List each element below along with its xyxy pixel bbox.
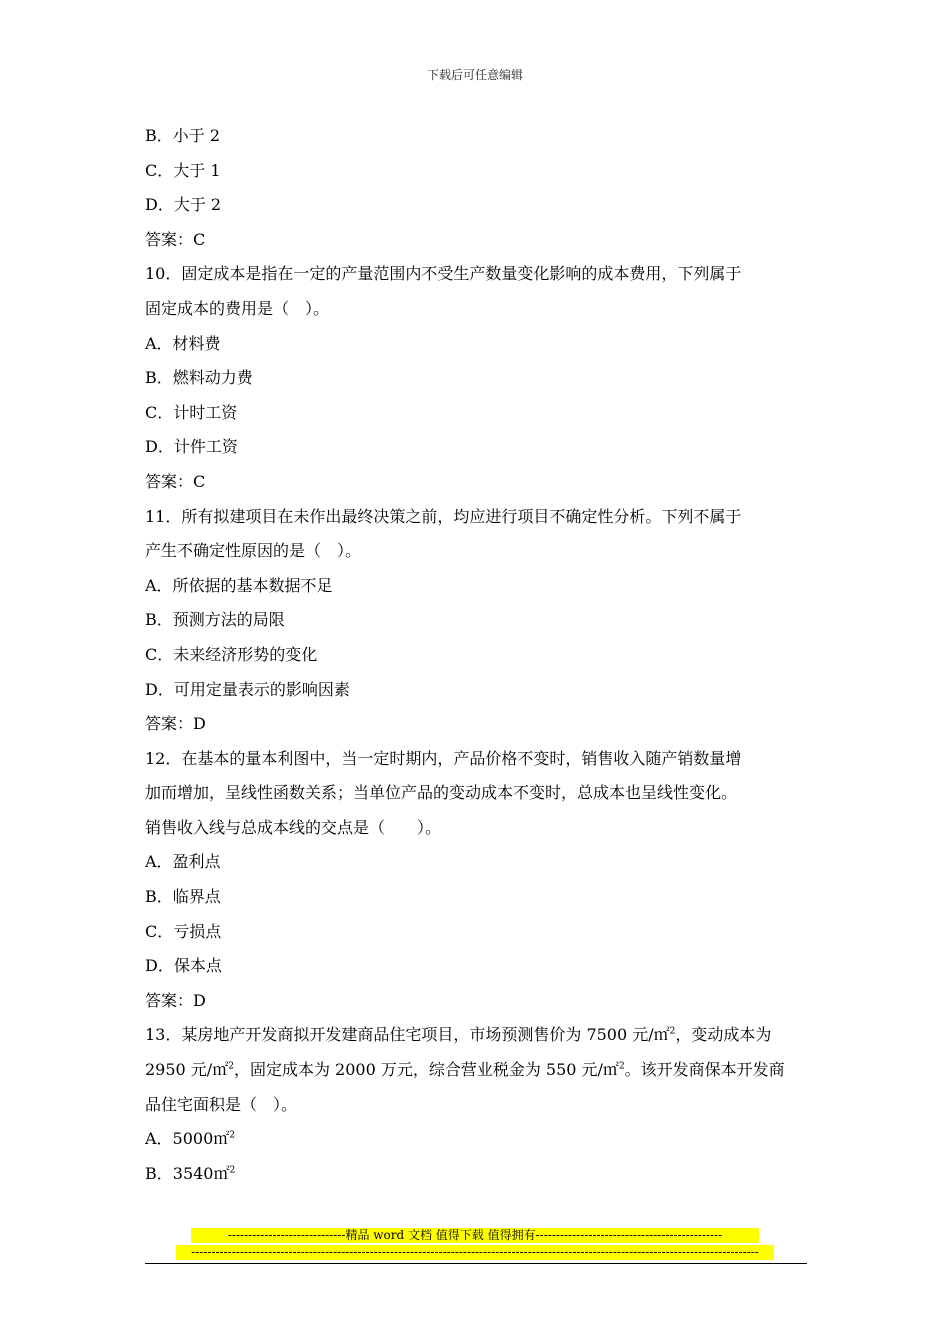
footer-banner <box>0 1228 950 1260</box>
header-note: 下载后可任意编辑 <box>426 68 523 82</box>
q11-option-b: B．预测方法的局限 <box>145 610 285 630</box>
q10-option-a: A．材料费 <box>145 333 221 353</box>
q10-stem-line-2: 固定成本的费用是（ ）。 <box>145 298 330 318</box>
q11-stem-line-1: 11．所有拟建项目在未作出最终决策之前，均应进行项目不确定性分析。下列不属于 <box>145 506 742 526</box>
q13-stem-2c: 。该开发商保本开发商 <box>624 1060 785 1080</box>
q13-stem-1a: 13．某房地产开发商拟开发建商品住宅项目，市场预测售价为 7500 元/㎡ <box>145 1025 670 1045</box>
q13-option-b-text: B．3540㎡ <box>145 1163 230 1183</box>
q9-option-b: B．小于 2 <box>145 126 221 145</box>
q13-stem-2b: ，固定成本为 2000 万元，综合营业税金为 550 元/㎡ <box>233 1060 619 1080</box>
q12-option-d: D．保本点 <box>145 956 222 976</box>
q13-stem-2a: 2950 元/㎡ <box>145 1060 229 1080</box>
q10-stem-line-1: 10．固定成本是指在一定的产量范围内不受生产数量变化影响的成本费用，下列属于 <box>145 264 742 284</box>
footer-divider <box>145 1263 807 1264</box>
q12-option-c: C．亏损点 <box>145 921 222 941</box>
q12-stem-line-1: 12．在基本的量本利图中，当一定时期内，产品价格不变时，销售收入随产销数量增 <box>145 748 742 768</box>
q13-stem-line-2 <box>145 1053 807 1088</box>
q11-option-a: A．所依据的基本数据不足 <box>145 575 333 595</box>
q11-option-d: D．可用定量表示的影响因素 <box>145 679 350 699</box>
q13-stem-1b: ，变动成本为 <box>675 1025 772 1045</box>
q13-stem-line-3: 品住宅面积是（ ）。 <box>145 1094 298 1114</box>
q12-answer: 答案：D <box>145 990 206 1010</box>
q13-option-a <box>145 1122 807 1157</box>
q13-stem-line-1 <box>145 1018 807 1053</box>
q13-option-b <box>145 1157 807 1192</box>
superscript: 2 <box>669 1027 676 1038</box>
q10-option-d: D．计件工资 <box>145 437 238 457</box>
q13-option-a-text: A．5000㎡ <box>145 1129 230 1149</box>
q10-option-b: B．燃料动力费 <box>145 368 253 388</box>
q12-stem-line-3: 销售收入线与总成本线的交点是（ ）。 <box>145 817 442 837</box>
q9-option-d: D．大于 2 <box>145 195 222 215</box>
q9-answer: 答案：C <box>145 229 206 249</box>
footer-line-2: -------------------------------------------------------------------------------------------------------------------------------------------- <box>176 1245 774 1260</box>
q12-option-b: B．临界点 <box>145 887 221 907</box>
superscript: 2 <box>618 1061 625 1072</box>
q12-option-a: A．盈利点 <box>145 852 221 872</box>
superscript: 2 <box>229 1165 236 1176</box>
q11-stem-line-2: 产生不确定性原因的是（ ）。 <box>145 541 362 561</box>
q10-option-c: C．计时工资 <box>145 402 238 422</box>
q12-stem-line-2: 加而增加，呈线性函数关系；当单位产品的变动成本不变时，总成本也呈线性变化。 <box>145 783 738 803</box>
footer-line-1: -----------------------------精品 word 文档 值得下载 值得拥有---------------------------------------------- <box>191 1228 759 1243</box>
document-body <box>145 119 807 1191</box>
q10-answer: 答案：C <box>145 471 206 491</box>
q9-option-c: C．大于 1 <box>145 160 221 180</box>
superscript: 2 <box>228 1061 234 1072</box>
superscript: 2 <box>229 1130 236 1141</box>
q11-option-c: C．未来经济形势的变化 <box>145 644 318 664</box>
q11-answer: 答案：D <box>145 714 206 734</box>
